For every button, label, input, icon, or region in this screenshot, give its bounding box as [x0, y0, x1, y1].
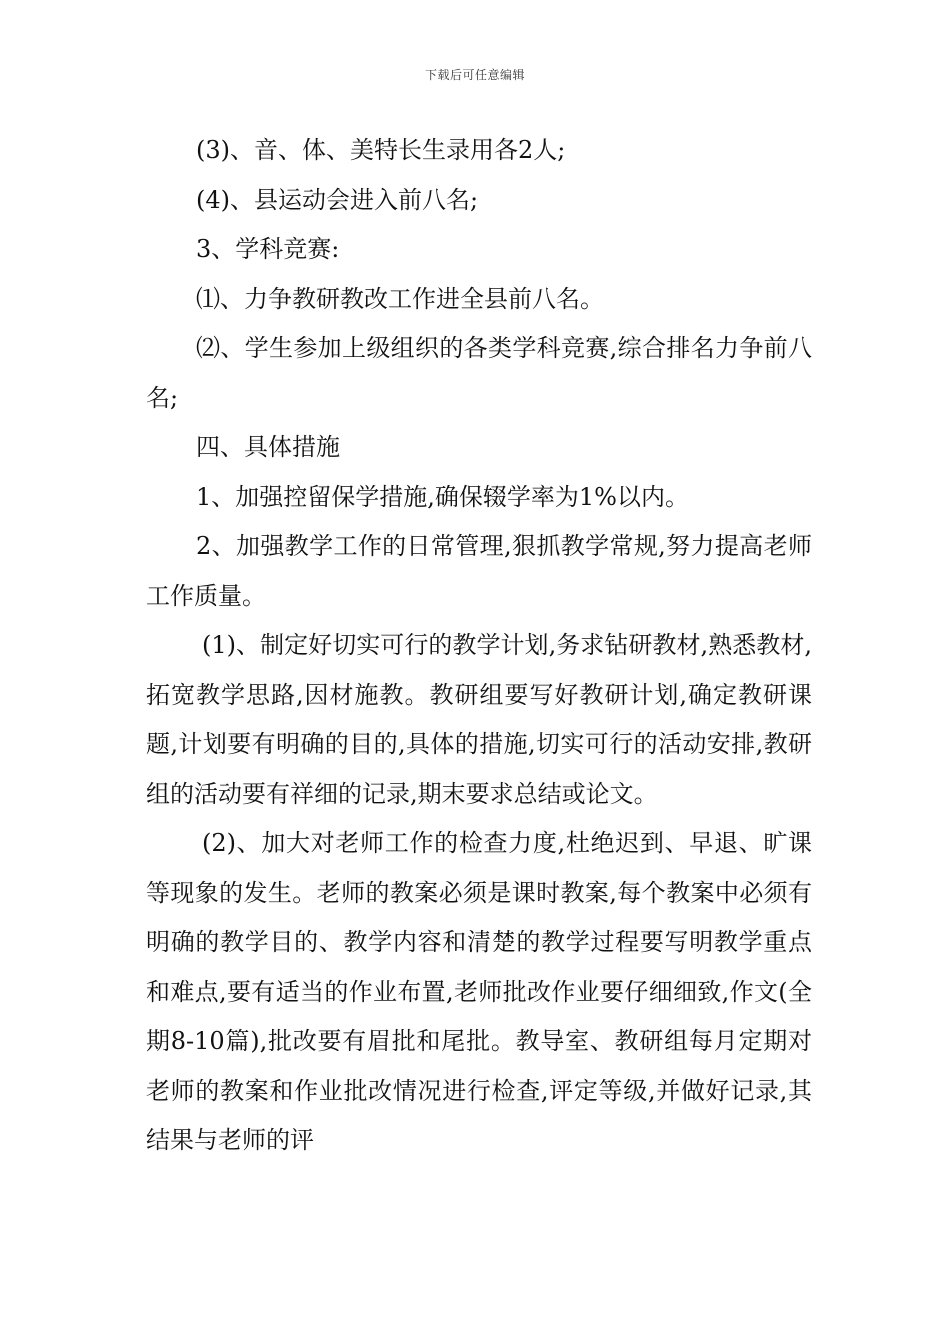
- paragraph-6: 四、具体措施: [196, 433, 340, 461]
- paragraph-2: (4)、县运动会进入前八名;: [196, 185, 479, 214]
- paragraph-3: 3、学科竞赛:: [196, 235, 340, 263]
- paragraph-4: ⑴、力争教研教改工作进全县前八名。: [196, 284, 604, 313]
- paragraph-1: (3)、音、体、美特长生录用各2人;: [196, 136, 566, 164]
- paragraph-9: (1)、制定好切实可行的教学计划,务求钻研教材,熟悉教材,拓宽教学思路,因材施教。教研组要写好教研计划,确定教研课题,计划要有明确的目的,具体的措施,切实可行的活动安排,教研组的活动要有祥细的记录,期末要求总结或论文。: [146, 631, 812, 808]
- document-body: [146, 126, 812, 1166]
- paragraph-5: ⑵、学生参加上级组织的各类学科竞赛,综合排名力争前八名;: [146, 334, 812, 412]
- page-header: 下载后可任意编辑: [424, 68, 525, 82]
- paragraph-10: (2)、加大对老师工作的检查力度,杜绝迟到、早退、旷课等现象的发生。老师的教案必须是课时教案,每个教案中必须有明确的教学目的、教学内容和清楚的教学过程要写明教学重点和难点,要有适当的作业布置,老师批改作业要仔细细致,作文(全期8-10篇),批改要有眉批和尾批。教导室、教研组每月定期对老师的教案和作业批改情况进行检查,评定等级,并做好记录,其结果与老师的评: [146, 829, 812, 1154]
- paragraph-7: 1、加强控留保学措施,确保辍学率为1%以内。: [196, 482, 689, 511]
- paragraph-8: 2、加强教学工作的日常管理,狠抓教学常规,努力提高老师工作质量。: [146, 532, 812, 610]
